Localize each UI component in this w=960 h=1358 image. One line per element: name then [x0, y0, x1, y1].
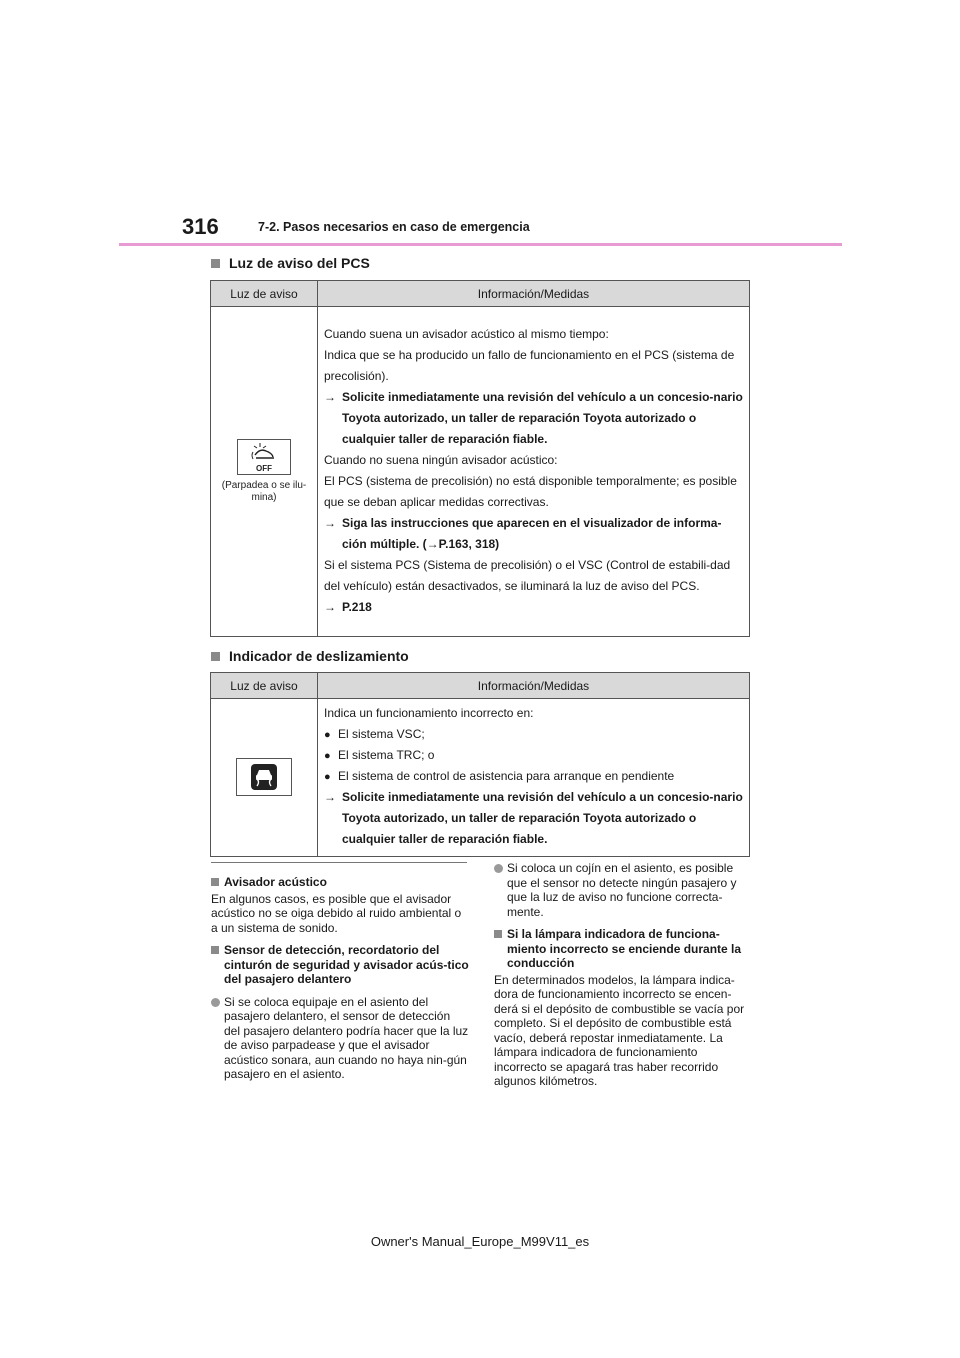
- pcs-action-text: Siga las instrucciones que aparecen en el visualizador de informa-ción múltiple. (→P.163, 318): [342, 515, 722, 551]
- pcs-heading: [211, 255, 370, 271]
- slip-col-header-light: Luz de aviso: [211, 673, 318, 699]
- circle-bullet-icon: [211, 998, 220, 1007]
- note-heading: Si la lámpara indicadora de funciona-miento incorrecto se enciende durante la conducción: [494, 927, 752, 971]
- square-bullet-icon: [211, 878, 219, 886]
- bullet-dot-icon: ●: [324, 750, 331, 762]
- pcs-action-text: Solicite inmediatamente una revisión del vehículo a un concesio-nario Toyota autorizado, un taller de reparación Toyota autorizado o cualquier taller de reparación fiable.: [342, 389, 743, 446]
- pcs-line: Indica que se ha producido un fallo de funcionamiento en el PCS (sistema de precolisión).: [324, 347, 735, 383]
- circle-bullet-icon: [494, 864, 503, 873]
- arrow-icon: →: [324, 389, 336, 404]
- slip-icon-cell: [211, 699, 318, 857]
- slip-heading: [211, 648, 409, 664]
- notes-right-column: [494, 853, 752, 1089]
- slip-bullet: ● El sistema de control de asistencia para arranque en pendiente: [324, 766, 743, 787]
- arrow-icon: →: [324, 599, 336, 614]
- pcs-line: Cuando no suena ningún avisador acústico:: [324, 452, 558, 467]
- slip-table: [210, 672, 750, 857]
- section-title: 7-2. Pasos necesarios en caso de emergencia: [258, 220, 530, 234]
- note-bullet: Si se coloca equipaje en el asiento del pasajero delantero, el sensor de detección del pasajero delantero podría hacer que la luz de aviso parpadease y que el avisador acústico sonara, aun cuando no haya nin-gún pasajero en el asiento.: [211, 995, 469, 1082]
- slip-bullet: ● El sistema TRC; o: [324, 745, 743, 766]
- pcs-col-header-info: Información/Medidas: [318, 281, 750, 307]
- square-bullet-icon: [211, 946, 219, 954]
- slip-info-cell: [318, 699, 750, 857]
- note-text: En determinados modelos, la lámpara indica-dora de funcionamiento incorrecto se encen-derá si el depósito de combustible se vacía por completo. Si el depósito de combustible está vacío, deberá repostar inmediatamente. La lámpara indicadora de funcionamiento incorrecto se apagará tras haber recorrido algunos kilómetros.: [494, 972, 745, 1088]
- page-number: 316: [182, 214, 219, 239]
- pcs-info-cell: [318, 307, 750, 637]
- slip-bullet: ● El sistema VSC;: [324, 724, 743, 745]
- slip-action-text: Solicite inmediatamente una revisión del vehículo a un concesio-nario Toyota autorizado, un taller de reparación Toyota autorizado o cualquier taller de reparación fiable.: [342, 790, 743, 846]
- square-bullet-icon: [494, 930, 502, 938]
- header-divider: [119, 243, 842, 246]
- slip-col-header-info: Información/Medidas: [318, 673, 750, 699]
- notes-divider: [211, 862, 467, 863]
- slip-heading-text: Indicador de deslizamiento: [229, 648, 409, 664]
- pcs-heading-text: Luz de aviso del PCS: [229, 255, 370, 271]
- note-text: En algunos casos, es posible que el avisador acústico no se oiga debido al ruido ambiental o a un sistema de sonido.: [211, 891, 462, 935]
- note-bullet: Si coloca un cojín en el asiento, es posible que el sensor no detecte ningún pasajero y que la luz de aviso no funcione correcta-mente.: [494, 861, 752, 919]
- note-heading: Avisador acústico: [211, 875, 469, 890]
- arrow-icon: →: [324, 790, 336, 804]
- slip-indicator-icon: [236, 758, 292, 796]
- pcs-page-ref: [324, 597, 743, 618]
- pcs-page-ref-text: P.218: [342, 599, 372, 614]
- pcs-icon-cell: [211, 307, 318, 637]
- slip-intro: Indica un funcionamiento incorrecto en:: [324, 706, 534, 720]
- square-bullet-icon: [211, 652, 220, 661]
- bullet-dot-icon: ●: [324, 771, 331, 783]
- pcs-line: El PCS (sistema de precolisión) no está disponible temporalmente; es posible que se deban aplicar medidas correctivas.: [324, 473, 737, 509]
- pcs-col-header-light: Luz de aviso: [211, 281, 318, 307]
- bullet-dot-icon: ●: [324, 729, 331, 741]
- pcs-action: [324, 387, 743, 450]
- pcs-off-warning-icon: [237, 439, 291, 475]
- pcs-table: [210, 280, 750, 637]
- arrow-icon: →: [324, 515, 336, 530]
- pcs-action: [324, 513, 743, 555]
- square-bullet-icon: [211, 259, 220, 268]
- pcs-line: Cuando suena un avisador acústico al mismo tiempo:: [324, 326, 609, 341]
- footer-text: Owner's Manual_Europe_M99V11_es: [370, 1234, 590, 1249]
- svg-text:OFF: OFF: [256, 464, 272, 473]
- notes-left-column: [211, 867, 469, 1082]
- note-heading: Sensor de detección, recordatorio del cinturón de seguridad y avisador acús-tico del pasajero delantero: [211, 943, 469, 987]
- pcs-icon-caption: (Parpadea o se ilu-mina): [221, 480, 307, 503]
- pcs-line: Si el sistema PCS (Sistema de precolisión) o el VSC (Control de estabili-dad del vehículo) están desactivados, se iluminará la luz de aviso del PCS.: [324, 557, 731, 593]
- slip-action: [324, 787, 743, 850]
